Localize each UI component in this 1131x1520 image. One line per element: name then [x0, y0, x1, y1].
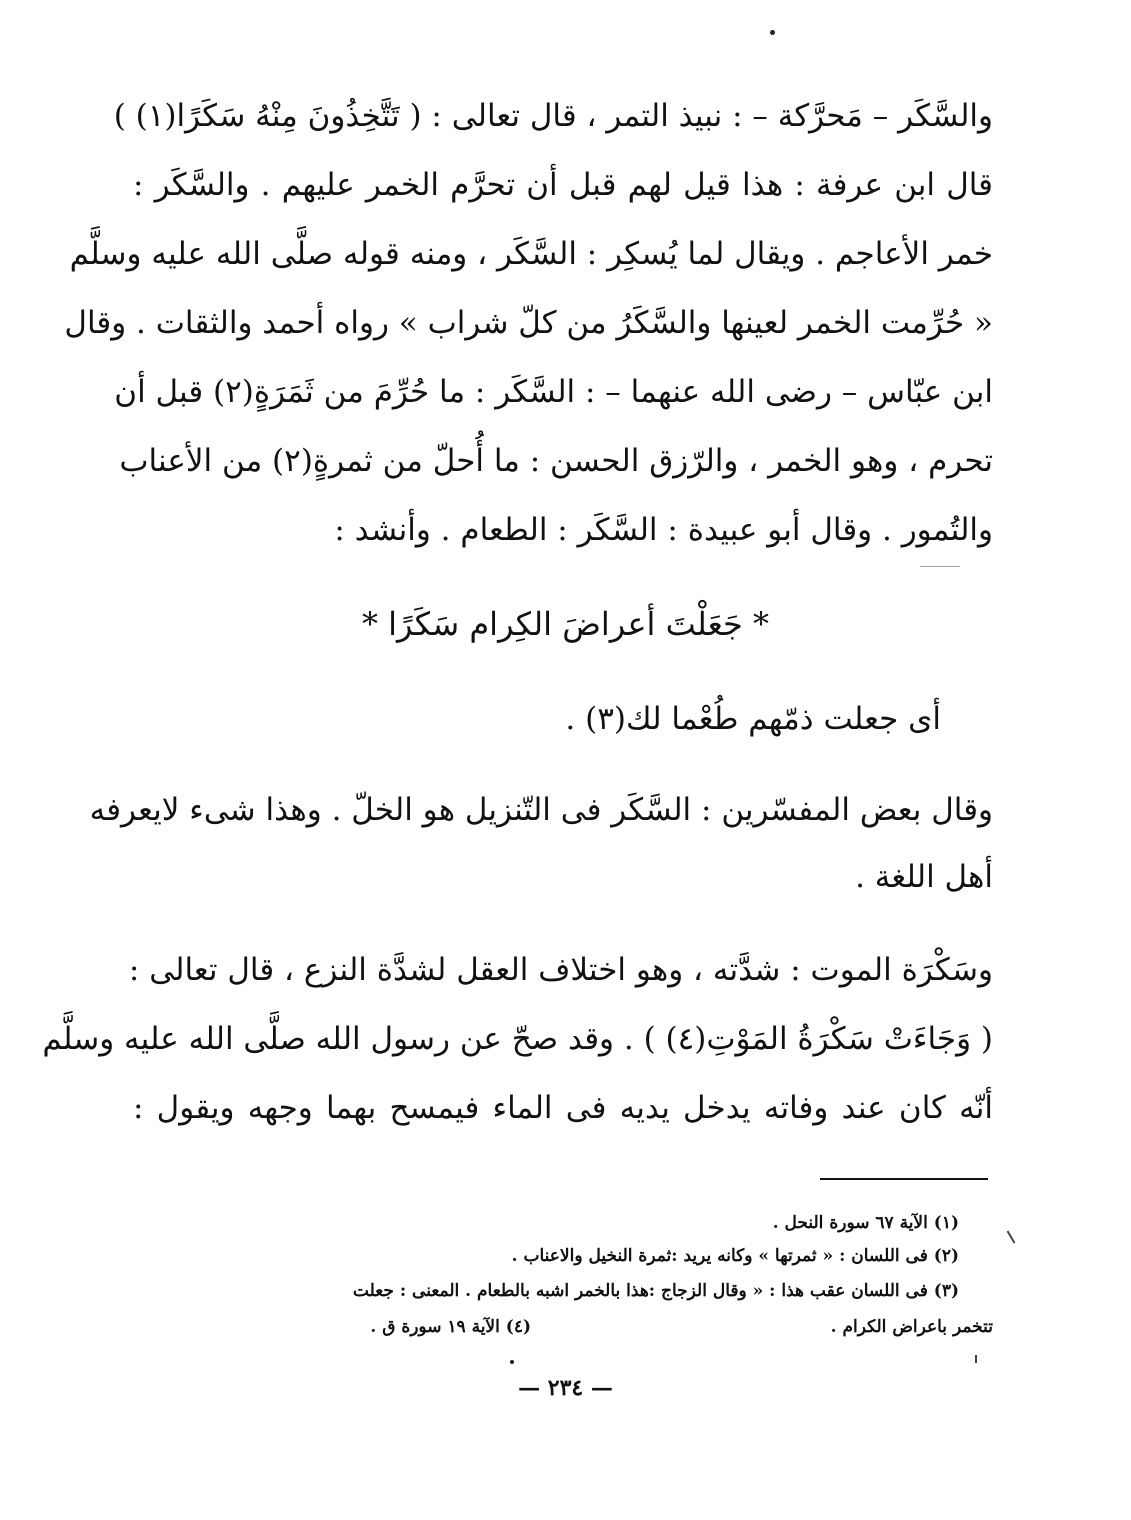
paragraph-3-line-3: أنّه كان عند وفاته يدخل يديه فى الماء فيمسح بهما وجهه ويقول :: [133, 1090, 993, 1126]
body-line-6: تحرم ، وهو الخمر ، والرّزق الحسن : ما أُحلّ من ثمرةٍ(٢) من الأعناب: [119, 443, 993, 479]
footnote-separator: [820, 1178, 988, 1180]
footnote-4: (٤) الآية ١٩ سورة ق .: [370, 1317, 531, 1337]
page-speck: [770, 30, 775, 35]
paragraph-2-line-2: أهل اللغة .: [855, 859, 993, 895]
verse-explanation: أى جعلت ذمّهم طُعْما لك(٣) .: [565, 701, 941, 737]
body-line-4: « حُرِّمت الخمر لعينها والسَّكَرُ من كلّ شراب » رواه أحمد والثقات . وقال: [64, 305, 993, 341]
paragraph-3-line-2: ( وَجَاءَتْ سَكْرَةُ المَوْتِ(٤) ) . وقد صحّ عن رسول الله صلَّى الله عليه وسلَّم: [42, 1021, 993, 1057]
scan-mark: [975, 1355, 977, 1363]
poetry-verse: * جَعَلْتَ أعراضَ الكِرام سَكَرًا *: [361, 605, 769, 643]
page-number: — ٢٣٤ —: [518, 1375, 613, 1401]
body-line-7: والتُمور . وقال أبو عبيدة : السَّكَر : الطعام . وأنشد :: [334, 512, 993, 548]
paragraph-3-line-1: وسَكْرَة الموت : شدَّته ، وهو اختلاف العقل لشدَّة النزع ، قال تعالى :: [128, 952, 993, 988]
body-line-2: قال ابن عرفة : هذا قيل لهم قبل أن تحرَّم الخمر عليهم . والسَّكَر :: [133, 167, 993, 203]
footnote-2: (٢) فى اللسان : « ثمرتها » وكانه يريد :ثمرة النخيل والاعناب .: [511, 1246, 959, 1266]
body-line-3: خمر الأعاجم . ويقال لما يُسكِر : السَّكَر ، ومنه قوله صلَّى الله عليه وسلَّم: [69, 236, 993, 272]
body-line-1: والسَّكَر – مَحرَّكة – : نبيذ التمر ، قال تعالى : ( تَتَّخِذُونَ مِنْهُ سَكَرًا(١) ): [113, 98, 993, 134]
body-line-5: ابن عبّاس – رضى الله عنهما – : السَّكَر : ما حُرِّمَ من ثَمَرَةٍ(٢) قبل أن: [114, 374, 993, 410]
footnote-3-continuation: تتخمر باعراض الكرام .: [830, 1317, 993, 1337]
scan-mark: [1007, 1230, 1016, 1243]
scan-mark: [920, 566, 960, 567]
paragraph-2-line-1: وقال بعض المفسّرين : السَّكَر فى التّنزيل هو الخلّ . وهذا شىء لايعرفه: [89, 792, 993, 828]
footnote-1: (١) الآية ٦٧ سورة النحل .: [772, 1213, 959, 1233]
footnote-3: (٣) فى اللسان عقب هذا : « وقال الزجاج :هذا بالخمر اشبه بالطعام . المعنى : جعلت: [352, 1281, 959, 1301]
page-speck: [510, 1360, 514, 1364]
